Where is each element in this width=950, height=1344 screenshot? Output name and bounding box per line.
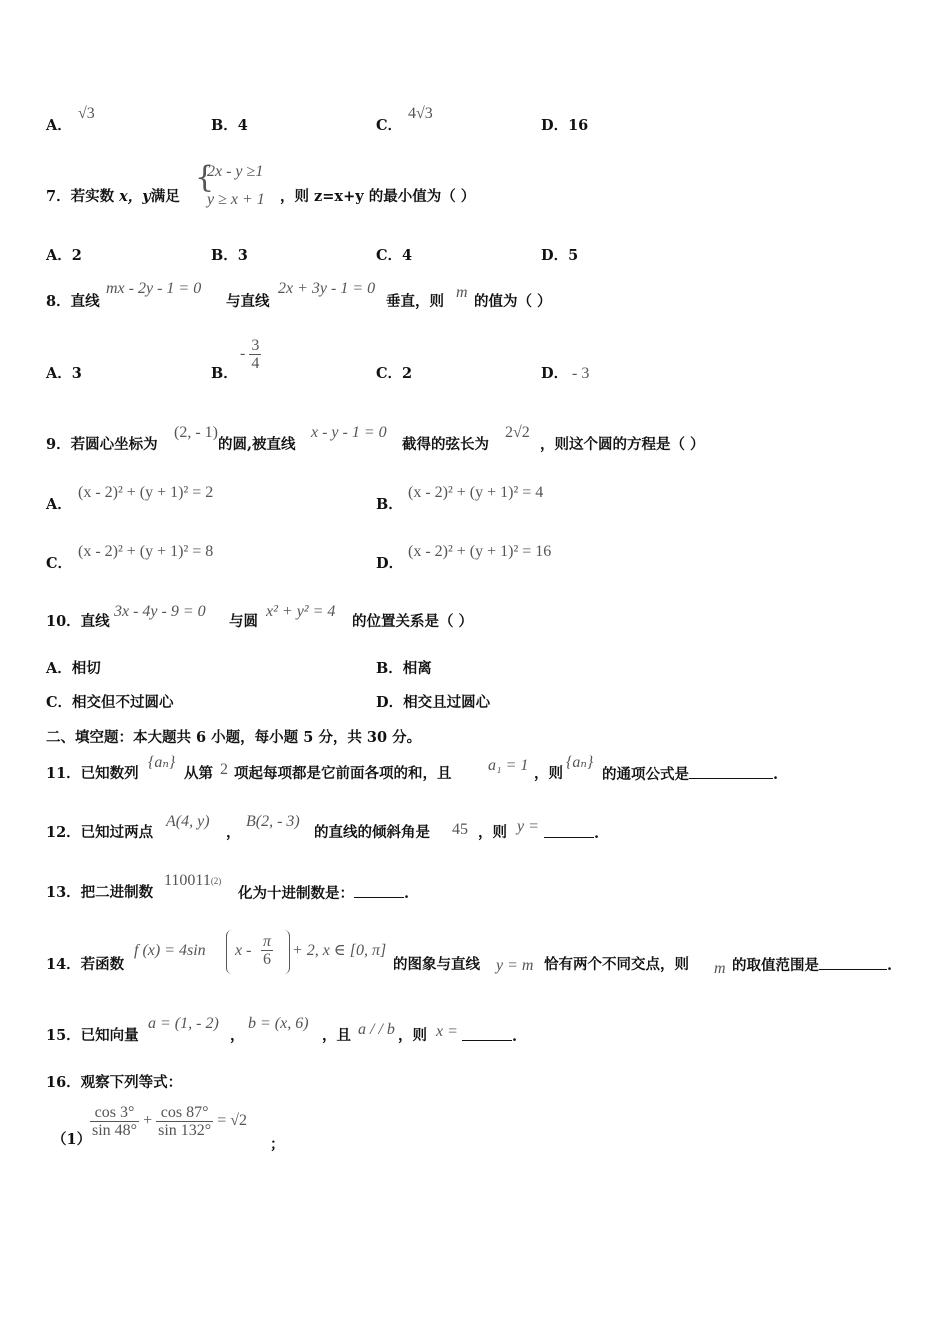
q15-and: ，且 xyxy=(322,1027,351,1044)
q11-from: 从第 xyxy=(184,765,213,782)
q9-option-a-math: (x - 2)² + (y + 1)² = 2 xyxy=(78,484,214,501)
q12-yeq: y = xyxy=(517,818,539,835)
q11-stem-rest: 的通项公式是 . xyxy=(602,766,779,783)
q9-stem-mid: 的圆,被直线 xyxy=(218,436,296,453)
q13-stem-rest: 化为十进制数是： . xyxy=(238,885,410,902)
q6-option-c-math: 4√3 xyxy=(408,105,433,122)
q7-stem-rest: ，则 z=x+y 的最小值为（ ） xyxy=(280,188,476,205)
q9-option-a: A． xyxy=(46,496,72,513)
q14-stem-mid: 的图象与直线 xyxy=(393,956,480,973)
q12-answer: . xyxy=(544,823,599,844)
q14-stem-rest: 的取值范围是 . xyxy=(732,957,893,974)
q13-answer-blank[interactable] xyxy=(354,883,404,898)
q15-then: ，则 xyxy=(398,1027,427,1044)
q11-then: ，则 xyxy=(534,765,563,782)
q11-seq2: {aₙ} xyxy=(566,754,594,771)
q12-then: ，则 xyxy=(478,824,507,841)
q12-stem-start: 12．已知过两点 xyxy=(46,824,154,841)
q11-stem-start: 11．已知数列 xyxy=(46,765,139,782)
q15-answer-blank[interactable] xyxy=(462,1026,512,1041)
q15-xeq: x = xyxy=(436,1023,458,1040)
q16-semicolon: ； xyxy=(270,1136,285,1153)
q9-option-c: C． xyxy=(46,555,73,572)
q6-option-d: D．16 xyxy=(541,117,589,134)
q6-option-b: B．4 xyxy=(211,117,248,134)
q14-stem-start: 14．若函数 xyxy=(46,956,125,973)
q10-stem-mid: 与圆 xyxy=(229,613,258,630)
q9-line: x - y - 1 = 0 xyxy=(311,424,387,441)
q7-option-d: D．5 xyxy=(541,247,579,264)
q14-answer-blank[interactable] xyxy=(819,955,887,970)
q8-option-b: B． xyxy=(211,365,238,382)
q8-stem-rest: 的值为（ ） xyxy=(474,293,552,310)
q12-point-a: A(4, y) xyxy=(166,813,210,830)
q7-system-line1: 2x - y ≥1 xyxy=(207,163,264,180)
q11-two: 2 xyxy=(220,761,228,778)
q12-answer-blank[interactable] xyxy=(544,823,594,838)
q6-option-a-math: √3 xyxy=(78,105,95,122)
q12-point-b: B(2, - 3) xyxy=(246,813,300,830)
q9-option-b-math: (x - 2)² + (y + 1)² = 4 xyxy=(408,484,544,501)
q16-stem: 16．观察下列等式： xyxy=(46,1074,183,1091)
q9-stem-start: 9．若圆心坐标为 xyxy=(46,436,158,453)
q13-stem-start: 13．把二进制数 xyxy=(46,884,154,901)
q12-stem-mid: 的直线的倾斜角是 xyxy=(314,824,430,841)
q12-angle: 45 xyxy=(452,821,468,838)
q10-option-c: C．相交但不过圆心 xyxy=(46,694,174,711)
q8-var: m xyxy=(456,284,468,301)
q10-stem-start: 10．直线 xyxy=(46,613,110,630)
q8-option-d-math: - 3 xyxy=(572,365,590,382)
q10-option-b: B．相离 xyxy=(376,660,432,677)
q11-answer-blank[interactable] xyxy=(689,764,773,779)
q8-option-c: C．2 xyxy=(376,365,413,382)
q7-system-line2: y ≥ x + 1 xyxy=(207,191,265,208)
q9-center: (2, - 1) xyxy=(174,424,218,441)
q10-circle: x² + y² = 4 xyxy=(266,603,336,620)
q11-stem-mid: 项起每项都是它前面各项的和，且 xyxy=(234,765,452,782)
q15-comma: ， xyxy=(230,1027,245,1044)
q8-stem-start: 8．直线 xyxy=(46,293,100,310)
q14-var: m xyxy=(714,960,726,977)
q14-function-rest: + 2, x ∈ [0, π] xyxy=(292,942,387,959)
q10-option-d: D．相交且过圆心 xyxy=(376,694,491,711)
q14-function: f (x) = 4sin xyxy=(134,942,206,959)
q9-option-b: B． xyxy=(376,496,403,513)
q12-comma: ， xyxy=(226,824,241,841)
section-2-heading: 二、填空题：本大题共 6 小题，每小题 5 分，共 30 分。 xyxy=(46,729,422,746)
q7-option-b: B．3 xyxy=(211,247,248,264)
q9-len: 2√2 xyxy=(505,424,530,441)
q7-option-c: C．4 xyxy=(376,247,413,264)
q11-a1: a₁ = 1 xyxy=(488,757,529,774)
q16-equation: $\frac{\cos 3^\circ}{\sin 48^\circ}$ + $\frac{\cos 87^\circ}{\sin 132^\circ}$ = √2 xyxy=(92,1104,247,1139)
q10-stem-rest: 的位置关系是（ ） xyxy=(352,613,474,630)
q14-yline: y = m xyxy=(496,957,534,974)
q15-vector-a: a = (1, - 2) xyxy=(148,1015,219,1032)
q7-stem: 7．若实数 x，y满足 xyxy=(46,188,180,205)
q8-stem-mid: 与直线 xyxy=(226,293,270,310)
q8-stem-perp: 垂直，则 xyxy=(386,293,444,310)
q15-vector-b: b = (x, 6) xyxy=(248,1015,309,1032)
q14-stem-mid2: 恰有两个不同交点，则 xyxy=(544,956,689,973)
q6-option-a: A． xyxy=(46,117,72,134)
q15-stem-start: 15．已知向量 xyxy=(46,1027,139,1044)
q15-parallel: a / / b xyxy=(358,1021,395,1038)
q8-option-b-frac: - $\frac{3}{4}$ xyxy=(240,337,260,372)
q10-line: 3x - 4y - 9 = 0 xyxy=(114,603,206,620)
q9-option-d: D． xyxy=(376,555,404,572)
q9-stem-rest: ，则这个圆的方程是（ ） xyxy=(540,436,705,453)
q8-line1: mx - 2y - 1 = 0 xyxy=(106,280,202,297)
q13-binary: 110011(2) xyxy=(164,872,222,889)
q14-paren: x - $\frac{\pi}{6}$ xyxy=(226,930,290,974)
q15-answer: . xyxy=(462,1026,517,1047)
q16-item-number: （1） xyxy=(52,1131,92,1148)
q9-option-c-math: (x - 2)² + (y + 1)² = 8 xyxy=(78,543,214,560)
q7-option-a: A．2 xyxy=(46,247,82,264)
q9-stem-chord: 截得的弦长为 xyxy=(402,436,489,453)
brace-icon: { xyxy=(195,160,215,195)
q11-seq: {aₙ} xyxy=(148,754,176,771)
q10-option-a: A．相切 xyxy=(46,660,101,677)
q9-option-d-math: (x - 2)² + (y + 1)² = 16 xyxy=(408,543,552,560)
q8-option-d: D． xyxy=(541,365,569,382)
q6-option-c: C． xyxy=(376,117,403,134)
q8-line2: 2x + 3y - 1 = 0 xyxy=(278,280,376,297)
q8-option-a: A．3 xyxy=(46,365,82,382)
